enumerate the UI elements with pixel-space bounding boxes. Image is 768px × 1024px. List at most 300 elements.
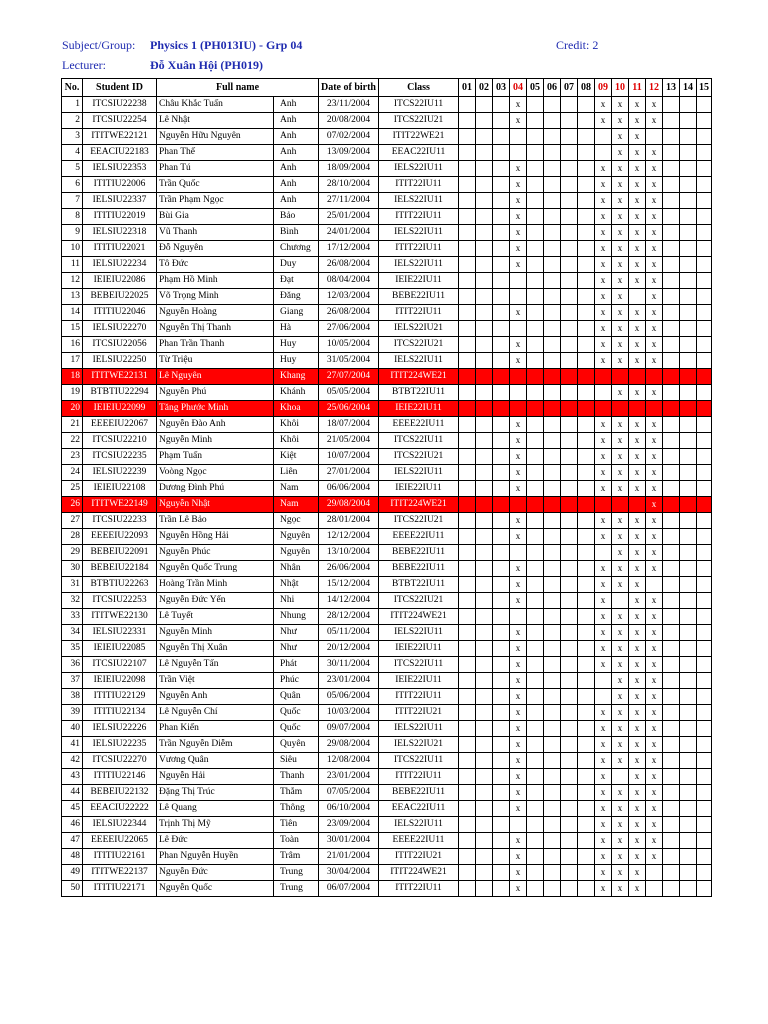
cell-given-name: Khôi (274, 417, 319, 433)
cell-class: BEBE22IU11 (379, 785, 459, 801)
cell-week-06 (544, 401, 561, 417)
cell-week-10: x (612, 737, 629, 753)
cell-week-13 (663, 97, 680, 113)
cell-name: Đỗ Nguyên (157, 241, 274, 257)
cell-week-04 (510, 609, 527, 625)
cell-week-02 (476, 337, 493, 353)
cell-week-05 (527, 209, 544, 225)
cell-given-name: Đạt (274, 273, 319, 289)
cell-week-14 (680, 273, 697, 289)
cell-week-09: x (595, 97, 612, 113)
cell-week-08 (578, 705, 595, 721)
table-row (62, 529, 712, 545)
cell-week-14 (680, 257, 697, 273)
cell-student-id: IELSIU22239 (83, 465, 157, 481)
cell-student-id: IELSIU22344 (83, 817, 157, 833)
cell-no: 9 (62, 225, 83, 241)
cell-week-05 (527, 177, 544, 193)
cell-week-10: x (612, 545, 629, 561)
cell-week-08 (578, 257, 595, 273)
cell-week-04: x (510, 641, 527, 657)
cell-week-15 (697, 625, 712, 641)
cell-name: Tô Đức (157, 257, 274, 273)
cell-week-04: x (510, 865, 527, 881)
cell-week-09: x (595, 513, 612, 529)
cell-week-07 (561, 433, 578, 449)
cell-week-12: x (646, 737, 663, 753)
cell-week-02 (476, 817, 493, 833)
table-row (62, 801, 712, 817)
cell-week-13 (663, 721, 680, 737)
cell-class: ITIT22IU21 (379, 705, 459, 721)
cell-week-14 (680, 289, 697, 305)
cell-student-id: BTBTIU22294 (83, 385, 157, 401)
cell-week-14 (680, 849, 697, 865)
cell-week-08 (578, 769, 595, 785)
cell-class: ITIT224WE21 (379, 609, 459, 625)
cell-week-15 (697, 609, 712, 625)
cell-week-13 (663, 305, 680, 321)
cell-week-08 (578, 689, 595, 705)
cell-no: 37 (62, 673, 83, 689)
cell-week-15 (697, 577, 712, 593)
cell-week-09: x (595, 737, 612, 753)
cell-week-13 (663, 289, 680, 305)
cell-class: IELS22IU11 (379, 161, 459, 177)
cell-week-07 (561, 449, 578, 465)
cell-class: ITCS22IU11 (379, 753, 459, 769)
cell-week-09 (595, 369, 612, 385)
cell-week-15 (697, 225, 712, 241)
cell-dob: 28/10/2004 (319, 177, 379, 193)
cell-week-11: x (629, 593, 646, 609)
cell-week-01 (459, 113, 476, 129)
cell-week-11: x (629, 529, 646, 545)
cell-name: Lê Đức (157, 833, 274, 849)
cell-week-08 (578, 609, 595, 625)
cell-week-05 (527, 513, 544, 529)
cell-week-09: x (595, 465, 612, 481)
cell-no: 10 (62, 241, 83, 257)
cell-student-id: IELSIU22337 (83, 193, 157, 209)
cell-student-id: ITCSIU22107 (83, 657, 157, 673)
cell-week-15 (697, 737, 712, 753)
cell-week-04 (510, 321, 527, 337)
cell-week-13 (663, 129, 680, 145)
cell-week-02 (476, 577, 493, 593)
cell-week-15 (697, 849, 712, 865)
cell-week-12 (646, 577, 663, 593)
cell-class: ITIT224WE21 (379, 497, 459, 513)
cell-week-07 (561, 193, 578, 209)
cell-week-11: x (629, 433, 646, 449)
cell-name: Nguyễn Minh (157, 625, 274, 641)
cell-week-12: x (646, 625, 663, 641)
cell-week-10: x (612, 193, 629, 209)
cell-given-name: Duy (274, 257, 319, 273)
cell-given-name: Thắm (274, 785, 319, 801)
cell-dob: 23/01/2004 (319, 673, 379, 689)
cell-week-12 (646, 865, 663, 881)
table-row (62, 817, 712, 833)
cell-week-14 (680, 305, 697, 321)
cell-week-03 (493, 881, 510, 897)
cell-week-07 (561, 145, 578, 161)
cell-name: Trần Phạm Ngọc (157, 193, 274, 209)
cell-week-03 (493, 785, 510, 801)
cell-class: IEIE22IU11 (379, 673, 459, 689)
cell-dob: 07/02/2004 (319, 129, 379, 145)
cell-class: ITIT22IU11 (379, 769, 459, 785)
cell-student-id: IELSIU22234 (83, 257, 157, 273)
cell-week-06 (544, 97, 561, 113)
cell-week-13 (663, 849, 680, 865)
cell-name: Nguyễn Thị Thanh (157, 321, 274, 337)
cell-week-13 (663, 241, 680, 257)
cell-week-08 (578, 481, 595, 497)
cell-given-name: Thanh (274, 769, 319, 785)
cell-class: ITCS22IU21 (379, 513, 459, 529)
cell-student-id: EEEEIU22067 (83, 417, 157, 433)
cell-no: 36 (62, 657, 83, 673)
cell-week-03 (493, 289, 510, 305)
cell-week-14 (680, 145, 697, 161)
cell-week-10: x (612, 561, 629, 577)
cell-no: 8 (62, 209, 83, 225)
cell-class: IELS22IU11 (379, 625, 459, 641)
cell-week-09: x (595, 193, 612, 209)
col-header-week-09: 09 (595, 79, 612, 97)
col-header-week-04: 04 (510, 79, 527, 97)
cell-name: Hoàng Trần Minh (157, 577, 274, 593)
cell-week-05 (527, 449, 544, 465)
cell-week-08 (578, 513, 595, 529)
lecturer-label: Lecturer: (62, 58, 106, 72)
cell-week-12: x (646, 433, 663, 449)
cell-dob: 09/07/2004 (319, 721, 379, 737)
cell-week-13 (663, 177, 680, 193)
table-row (62, 785, 712, 801)
cell-class: BTBT22IU11 (379, 385, 459, 401)
cell-week-07 (561, 337, 578, 353)
cell-class: EEEE22IU11 (379, 529, 459, 545)
cell-week-10 (612, 369, 629, 385)
cell-week-04: x (510, 657, 527, 673)
cell-week-03 (493, 337, 510, 353)
cell-week-15 (697, 513, 712, 529)
cell-week-13 (663, 881, 680, 897)
cell-week-06 (544, 833, 561, 849)
cell-week-05 (527, 481, 544, 497)
cell-given-name: Quyên (274, 737, 319, 753)
cell-student-id: ITCSIU22238 (83, 97, 157, 113)
cell-week-05 (527, 497, 544, 513)
cell-week-09: x (595, 433, 612, 449)
cell-week-04: x (510, 97, 527, 113)
col-header-week-03: 03 (493, 79, 510, 97)
cell-week-07 (561, 753, 578, 769)
cell-given-name: Nhi (274, 593, 319, 609)
cell-given-name: Phát (274, 657, 319, 673)
cell-week-05 (527, 577, 544, 593)
cell-week-07 (561, 609, 578, 625)
cell-no: 11 (62, 257, 83, 273)
cell-week-03 (493, 609, 510, 625)
cell-given-name: Quốc (274, 721, 319, 737)
cell-week-08 (578, 401, 595, 417)
cell-week-11: x (629, 225, 646, 241)
cell-week-04: x (510, 257, 527, 273)
cell-week-02 (476, 753, 493, 769)
cell-given-name: Khoa (274, 401, 319, 417)
cell-week-11: x (629, 577, 646, 593)
cell-week-07 (561, 673, 578, 689)
cell-week-04: x (510, 177, 527, 193)
cell-week-03 (493, 305, 510, 321)
cell-week-04: x (510, 673, 527, 689)
cell-week-02 (476, 353, 493, 369)
cell-week-01 (459, 561, 476, 577)
cell-week-01 (459, 609, 476, 625)
cell-week-02 (476, 833, 493, 849)
cell-week-05 (527, 417, 544, 433)
cell-week-04: x (510, 241, 527, 257)
cell-week-03 (493, 353, 510, 369)
cell-class: ITCS22IU21 (379, 113, 459, 129)
cell-week-10 (612, 401, 629, 417)
cell-week-05 (527, 609, 544, 625)
cell-week-02 (476, 481, 493, 497)
cell-week-06 (544, 273, 561, 289)
cell-week-07 (561, 561, 578, 577)
cell-week-05 (527, 433, 544, 449)
cell-week-11: x (629, 641, 646, 657)
table-row (62, 401, 712, 417)
cell-name: Đặng Thị Trúc (157, 785, 274, 801)
cell-week-06 (544, 801, 561, 817)
cell-given-name: Khánh (274, 385, 319, 401)
cell-week-15 (697, 417, 712, 433)
table-row (62, 353, 712, 369)
cell-dob: 12/08/2004 (319, 753, 379, 769)
cell-dob: 26/08/2004 (319, 305, 379, 321)
cell-student-id: IELSIU22250 (83, 353, 157, 369)
cell-week-09: x (595, 209, 612, 225)
cell-week-08 (578, 241, 595, 257)
cell-week-08 (578, 849, 595, 865)
cell-week-08 (578, 449, 595, 465)
cell-week-04 (510, 273, 527, 289)
col-header-week-05: 05 (527, 79, 544, 97)
cell-week-01 (459, 97, 476, 113)
cell-week-10: x (612, 225, 629, 241)
cell-week-13 (663, 417, 680, 433)
cell-week-13 (663, 753, 680, 769)
cell-class: ITCS22IU11 (379, 97, 459, 113)
cell-week-06 (544, 369, 561, 385)
cell-week-13 (663, 545, 680, 561)
cell-week-04: x (510, 593, 527, 609)
table-row (62, 177, 712, 193)
cell-name: Nguyễn Đức Yến (157, 593, 274, 609)
cell-week-15 (697, 433, 712, 449)
cell-week-02 (476, 689, 493, 705)
cell-week-10 (612, 769, 629, 785)
cell-no: 28 (62, 529, 83, 545)
cell-week-06 (544, 289, 561, 305)
cell-given-name: Bảo (274, 209, 319, 225)
cell-week-02 (476, 529, 493, 545)
cell-week-11: x (629, 177, 646, 193)
cell-week-14 (680, 545, 697, 561)
cell-week-09: x (595, 417, 612, 433)
cell-week-06 (544, 865, 561, 881)
cell-week-13 (663, 641, 680, 657)
cell-week-08 (578, 577, 595, 593)
cell-week-15 (697, 833, 712, 849)
cell-week-06 (544, 497, 561, 513)
cell-class: ITCS22IU21 (379, 337, 459, 353)
cell-week-15 (697, 385, 712, 401)
cell-week-15 (697, 113, 712, 129)
cell-week-06 (544, 433, 561, 449)
cell-week-11: x (629, 769, 646, 785)
cell-given-name: Hà (274, 321, 319, 337)
cell-week-09: x (595, 769, 612, 785)
cell-week-05 (527, 545, 544, 561)
cell-student-id: BEBEIU22184 (83, 561, 157, 577)
cell-week-08 (578, 465, 595, 481)
cell-week-11: x (629, 209, 646, 225)
cell-week-01 (459, 289, 476, 305)
cell-week-07 (561, 529, 578, 545)
cell-week-01 (459, 849, 476, 865)
cell-week-07 (561, 113, 578, 129)
cell-class: EEEE22IU11 (379, 417, 459, 433)
cell-week-10 (612, 497, 629, 513)
cell-student-id: BTBTIU22263 (83, 577, 157, 593)
cell-week-12: x (646, 753, 663, 769)
cell-week-11 (629, 289, 646, 305)
cell-class: IELS22IU11 (379, 193, 459, 209)
cell-week-07 (561, 641, 578, 657)
col-header-week-11: 11 (629, 79, 646, 97)
cell-week-13 (663, 609, 680, 625)
cell-dob: 15/12/2004 (319, 577, 379, 593)
cell-week-04 (510, 385, 527, 401)
cell-week-10: x (612, 865, 629, 881)
cell-week-01 (459, 209, 476, 225)
cell-week-06 (544, 337, 561, 353)
cell-week-03 (493, 209, 510, 225)
cell-week-03 (493, 641, 510, 657)
table-row (62, 577, 712, 593)
cell-week-08 (578, 881, 595, 897)
cell-given-name: Huy (274, 353, 319, 369)
cell-week-07 (561, 129, 578, 145)
cell-week-12: x (646, 513, 663, 529)
cell-class: IEIE22IU11 (379, 641, 459, 657)
table-row (62, 705, 712, 721)
cell-week-09: x (595, 273, 612, 289)
cell-week-13 (663, 769, 680, 785)
cell-week-07 (561, 257, 578, 273)
cell-week-05 (527, 465, 544, 481)
cell-week-15 (697, 337, 712, 353)
cell-week-03 (493, 145, 510, 161)
table-row (62, 465, 712, 481)
cell-week-11: x (629, 481, 646, 497)
cell-week-01 (459, 753, 476, 769)
cell-week-02 (476, 417, 493, 433)
cell-week-11: x (629, 881, 646, 897)
cell-name: Nguyễn Minh (157, 433, 274, 449)
cell-week-12: x (646, 705, 663, 721)
cell-week-08 (578, 497, 595, 513)
cell-week-14 (680, 481, 697, 497)
cell-week-01 (459, 497, 476, 513)
cell-student-id: ITCSIU22270 (83, 753, 157, 769)
cell-class: BTBT22IU11 (379, 577, 459, 593)
cell-week-02 (476, 257, 493, 273)
cell-week-10: x (612, 209, 629, 225)
cell-week-11: x (629, 113, 646, 129)
cell-given-name: Liên (274, 465, 319, 481)
table-row (62, 241, 712, 257)
cell-class: ITIT22IU11 (379, 241, 459, 257)
cell-week-12: x (646, 321, 663, 337)
cell-week-14 (680, 625, 697, 641)
cell-no: 32 (62, 593, 83, 609)
cell-week-02 (476, 657, 493, 673)
cell-dob: 28/01/2004 (319, 513, 379, 529)
cell-week-13 (663, 433, 680, 449)
cell-week-15 (697, 593, 712, 609)
table-row (62, 833, 712, 849)
cell-week-08 (578, 193, 595, 209)
cell-week-10: x (612, 849, 629, 865)
cell-no: 23 (62, 449, 83, 465)
cell-week-15 (697, 561, 712, 577)
cell-week-12: x (646, 417, 663, 433)
cell-week-13 (663, 513, 680, 529)
cell-week-06 (544, 721, 561, 737)
cell-week-02 (476, 433, 493, 449)
table-row (62, 113, 712, 129)
cell-week-08 (578, 177, 595, 193)
cell-given-name: Khang (274, 369, 319, 385)
cell-week-13 (663, 113, 680, 129)
cell-dob: 20/12/2004 (319, 641, 379, 657)
cell-week-02 (476, 129, 493, 145)
cell-given-name: Anh (274, 97, 319, 113)
cell-week-08 (578, 545, 595, 561)
cell-week-02 (476, 545, 493, 561)
cell-no: 41 (62, 737, 83, 753)
cell-no: 35 (62, 641, 83, 657)
cell-week-05 (527, 385, 544, 401)
cell-name: Nguyễn Đức (157, 865, 274, 881)
cell-week-06 (544, 113, 561, 129)
cell-week-01 (459, 625, 476, 641)
cell-week-03 (493, 737, 510, 753)
cell-week-04: x (510, 529, 527, 545)
cell-given-name: Trâm (274, 849, 319, 865)
cell-week-09: x (595, 609, 612, 625)
cell-given-name: Như (274, 625, 319, 641)
cell-week-10: x (612, 129, 629, 145)
cell-week-07 (561, 577, 578, 593)
